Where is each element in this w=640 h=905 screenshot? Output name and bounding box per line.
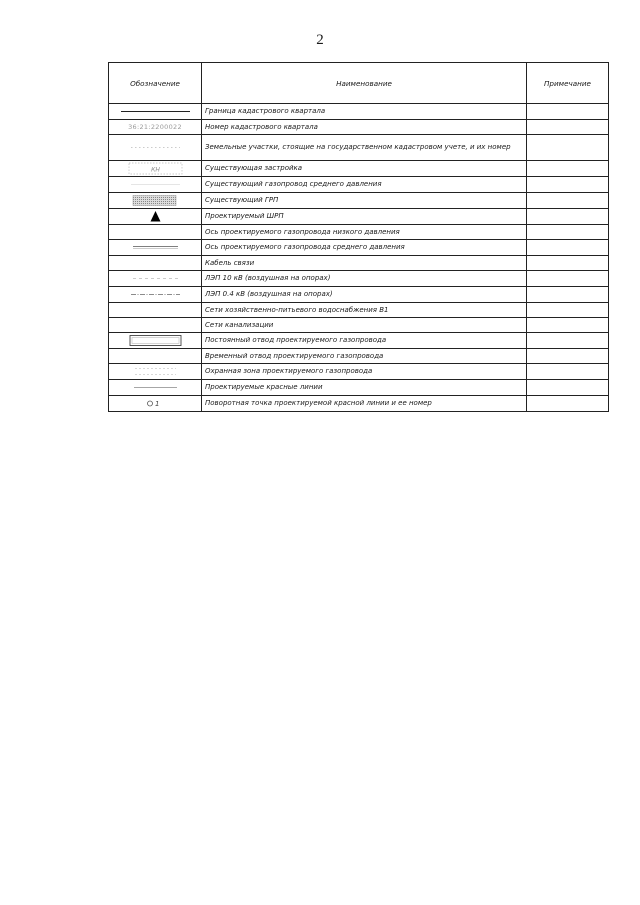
page-number: 2 [316,32,324,48]
table-row [109,240,609,256]
row-note [527,349,609,364]
row-name: Проектируемый ШРП [202,209,527,225]
dashed-line-icon [109,271,202,286]
double-line-icon [109,240,202,255]
header-name: Наименование [202,63,527,104]
building-label: КН [151,166,160,174]
table-row [109,161,609,177]
row-name: Существующий ГРП [202,193,527,209]
solid-line-icon [109,104,202,119]
table-row [109,177,609,193]
table-row [109,349,609,364]
row-name: ЛЭП 10 кВ (воздушная на опорах) [202,271,527,287]
dashed-band-icon [109,364,202,379]
row-note [527,303,609,318]
table-row [109,104,609,120]
row-note [527,104,609,120]
symbol-cell [109,333,202,349]
dotted-parcel-icon [109,135,202,160]
row-note [527,396,609,412]
symbol-cell [109,209,202,225]
row-name: Граница кадастрового квартала [202,104,527,120]
row-note [527,193,609,209]
row-note [527,380,609,396]
row-note [527,209,609,225]
symbol-cell [109,256,202,271]
row-note [527,240,609,256]
building-outline-icon [109,161,202,176]
symbol-cell [109,271,202,287]
row-note [527,177,609,193]
row-note [527,120,609,135]
circle-point-icon [109,396,202,411]
symbol-cell [109,161,202,177]
row-name: Постоянный отвод проектируемого газопровода [202,333,527,349]
row-name: Ось проектируемого газопровода среднего давления [202,240,527,256]
row-name: Земельные участки, стоящие на государственном кадастровом учете, и их номер [202,135,527,161]
table-row [109,287,609,303]
row-note [527,271,609,287]
table-header-row [109,63,609,104]
table-row [109,271,609,287]
header-note: Примечание [527,63,609,104]
symbol-cell [109,303,202,318]
table-row [109,396,609,412]
row-note [527,364,609,380]
row-note [527,333,609,349]
hatched-rectangle-icon [109,193,202,208]
table-row [109,120,609,135]
legend-table [108,62,609,412]
table-row [109,318,609,333]
table-row [109,135,609,161]
row-name: Существующая застройка [202,161,527,177]
symbol-cell [109,120,202,135]
row-note [527,225,609,240]
row-name: Существующий газопровод среднего давления [202,177,527,193]
filled-triangle-icon [109,209,202,224]
symbol-cell [109,193,202,209]
dash-dot-line-icon [109,287,202,302]
row-note [527,135,609,161]
symbol-cell [109,225,202,240]
symbol-cell [109,396,202,412]
symbol-cell [109,104,202,120]
symbol-cell [109,287,202,303]
row-name: Сети хозяйственно-питьевого водоснабжения В1 [202,303,527,318]
table-row [109,303,609,318]
row-name: Поворотная точка проектируемой красной линии и ее номер [202,396,527,412]
row-note [527,161,609,177]
row-name: Кабель связи [202,256,527,271]
symbol-cell [109,349,202,364]
table-row [109,209,609,225]
symbol-cell [109,240,202,256]
table-row [109,333,609,349]
table-row [109,193,609,209]
row-name: Сети канализации [202,318,527,333]
table-row [109,380,609,396]
table-row [109,364,609,380]
thin-line-icon [109,380,202,395]
row-name: Номер кадастрового квартала [202,120,527,135]
header-symbol: Обозначение [109,63,202,104]
row-note [527,256,609,271]
row-name: ЛЭП 0.4 кВ (воздушная на опорах) [202,287,527,303]
symbol-cell [109,318,202,333]
symbol-cell [109,364,202,380]
row-name: Ось проектируемого газопровода низкого давления [202,225,527,240]
point-number: 1 [155,400,160,408]
row-note [527,318,609,333]
row-name: Охранная зона проектируемого газопровода [202,364,527,380]
symbol-cell [109,380,202,396]
symbol-cell [109,177,202,193]
outlined-rectangle-icon [109,333,202,348]
table-row [109,225,609,240]
row-note [527,287,609,303]
quarter-number-text: 36:21:2200022 [128,122,182,131]
faint-line-icon [109,177,202,192]
row-name: Временный отвод проектируемого газопровода [202,349,527,364]
table-row [109,256,609,271]
symbol-cell [109,135,202,161]
row-name: Проектируемые красные линии [202,380,527,396]
